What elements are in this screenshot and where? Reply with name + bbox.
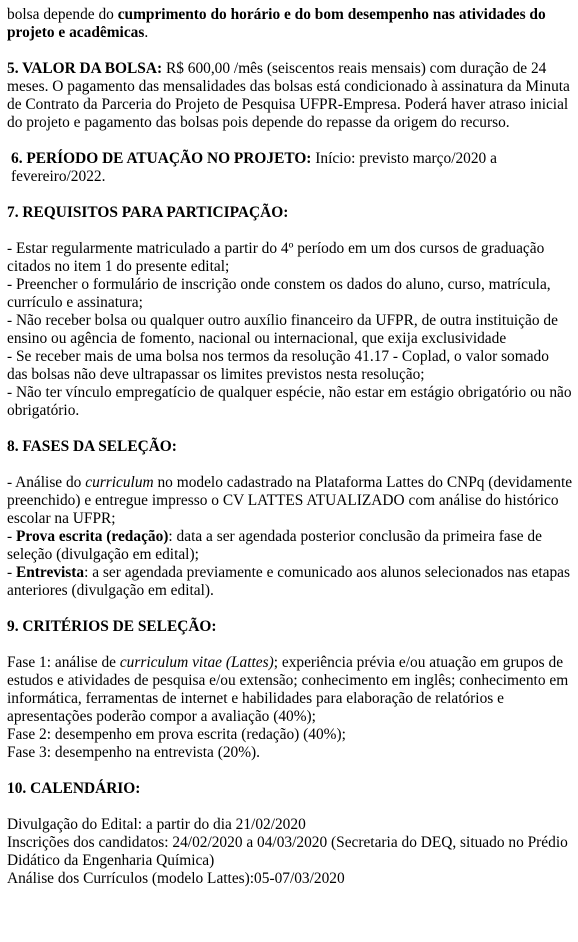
spacer [7, 186, 573, 204]
calendar-item: Inscrições dos candidatos: 24/02/2020 a 04/03/2020 (Secretaria do DEQ, situado no Prédio Didático da Engenharia Química) [7, 834, 568, 869]
section-8-item-text: : data a ser agendada posterior conclusão da primeira fase de seleção (divulgação em edital); [7, 528, 542, 563]
section-6-heading: 6. PERÍODO DE ATUAÇÃO NO PROJETO: [11, 150, 312, 167]
section-9-phase-3: Fase 3: desempenho na entrevista (20%). [7, 744, 261, 761]
section-6-text: Início: previsto março/2020 a fevereiro/2022. [11, 150, 497, 185]
spacer [7, 456, 573, 474]
calendar-item: Divulgação do Edital: a partir do dia 21/02/2020 [7, 816, 306, 833]
section-8-bold-term: Prova escrita (redação) [15, 528, 169, 545]
phase-1-italic-term: curriculum vitae (Lattes) [119, 654, 274, 671]
spacer [7, 600, 573, 618]
phase-1-text: Fase 1: análise de [7, 654, 120, 671]
intro-paragraph [7, 6, 573, 42]
section-8-item-text: - [7, 528, 16, 545]
spacer [7, 132, 573, 150]
calendar-item: Análise dos Currículos (modelo Lattes):05-07/03/2020 [7, 870, 345, 887]
section-8-item [7, 528, 573, 564]
section-8-italic-term: curriculum [85, 474, 154, 491]
section-8-item-text: - Análise do [7, 474, 86, 491]
section-8-item-text: no modelo cadastrado na Plataforma Lattes do CNPq (devidamente preenchido) e entregue impresso o CV LATTES ATUALIZADO com análise do histórico escolar na UFPR; [7, 474, 573, 527]
intro-text: bolsa depende do [7, 6, 118, 23]
section-7-item: - Preencher o formulário de inscrição onde constem os dados do aluno, curso, matrícula, currículo e assinatura; [7, 276, 551, 311]
section-9-phase-2: Fase 2: desempenho em prova escrita (redação) (40%); [7, 726, 346, 743]
section-7-item: - Não ter vínculo empregatício de qualquer espécie, não estar em estágio obrigatório ou não obrigatório. [7, 384, 572, 419]
section-7-item: - Estar regularmente matriculado a partir do 4º período em um dos cursos de graduação citados no item 1 do presente edital; [7, 240, 545, 275]
section-8-heading: 8. FASES DA SELEÇÃO: [7, 438, 177, 455]
section-5-text: R$ 600,00 /mês (seiscentos reais mensais) com duração de 24 meses. O pagamento das mensalidades das bolsas está condicionado à assinatura da Minuta de Contrato da Parceria do Projeto de Pesquisa UFPR-Empresa. Poderá haver atraso inicial do projeto e pagamento das bolsas pois depende do repasse da origem do recurso. [7, 60, 570, 131]
section-9-heading: 9. CRITÉRIOS DE SELEÇÃO: [7, 618, 217, 635]
spacer [7, 42, 573, 60]
section-9-phase-1 [7, 654, 573, 726]
section-7-item: - Não receber bolsa ou qualquer outro auxílio financeiro da UFPR, de outra instituição de ensino ou agência de fomento, nacional ou internacional, que exija exclusividade [7, 312, 558, 347]
spacer [7, 222, 573, 240]
intro-bold-text: cumprimento do horário e do bom desempenho nas atividades do projeto e acadêmicas [7, 6, 546, 41]
section-8-item-text: : a ser agendada previamente e comunicado aos alunos selecionados nas etapas anteriores (divulgação em edital). [7, 564, 571, 599]
section-10-heading: 10. CALENDÁRIO: [7, 780, 141, 797]
section-5 [7, 60, 573, 132]
spacer [7, 420, 573, 438]
phase-1-text: ; experiência prévia e/ou atuação em grupos de estudos e atividades de pesquisa e/ou extensão; conhecimento em inglês; conhecimento em informática, ferramentas de internet e habilidades para elaboração de relatórios e apresentações poderão compor a avaliação (40%); [7, 654, 569, 725]
document-page [7, 6, 573, 888]
section-6 [7, 150, 573, 186]
section-8-bold-term: Entrevista [15, 564, 85, 581]
section-8-item [7, 564, 573, 600]
section-7-item: - Se receber mais de uma bolsa nos termos da resolução 41.17 - Coplad, o valor somado das bolsas não deve ultrapassar os limites previstos nesta resolução; [7, 348, 549, 383]
section-8-item-text: - [7, 564, 16, 581]
section-5-heading: 5. VALOR DA BOLSA: [7, 60, 163, 77]
spacer [7, 798, 573, 816]
section-7-heading: 7. REQUISITOS PARA PARTICIPAÇÃO: [7, 204, 289, 221]
section-8-item [7, 474, 573, 528]
spacer [7, 636, 573, 654]
intro-end: . [144, 24, 149, 41]
spacer [7, 762, 573, 780]
